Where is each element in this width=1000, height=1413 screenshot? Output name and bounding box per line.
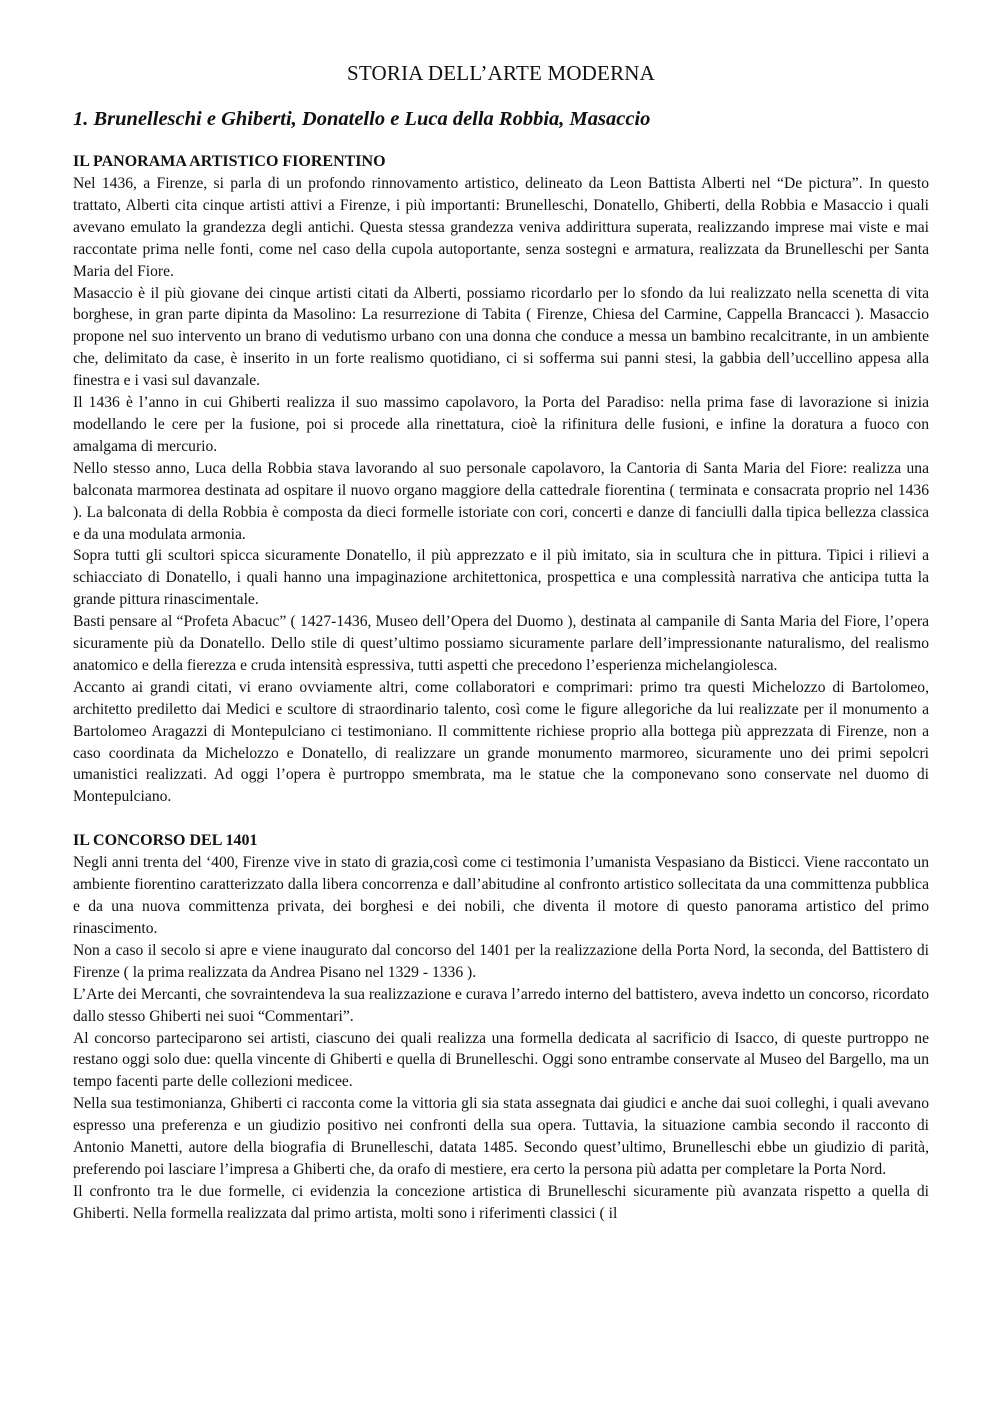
paragraph: Il confronto tra le due formelle, ci evidenzia la concezione artistica di Brunelleschi sicuramente più avanzata rispetto a quella di Ghiberti. Nella formella realizzata dal primo artista, molti sono i riferimenti classici ( il [73,1182,929,1222]
document-page [73,58,929,1247]
paragraph: Sopra tutti gli scultori spicca sicuramente Donatello, il più apprezzato e il più imitato, sia in scultura che in pittura. Tipici i rilievi a schiacciato di Donatello, i quali hanno una impaginazione architettonica, prospettica e una complessità narrativa che anticipa tutta la grande pittura rinascimentale. [73,547,929,609]
paragraph: Il 1436 è l’anno in cui Ghiberti realizza il suo massimo capolavoro, la Porta del Paradiso: nella prima fase di lavorazione si inizia modellando le cere per la fusione, poi si procede alla rinettatura, cioè la rifinitura delle fusioni, e infine la doratura a fuoco con amalgama di mercurio. [73,394,929,455]
paragraph: Nella sua testimonianza, Ghiberti ci racconta come la vittoria gli sia stata assegnata dai giudici e anche dai suoi colleghi, i quali avevano espresso una preferenza e un giudizio positivo nei confronti della sua opera. Tuttavia, la situazione cambia secondo il racconto di Antonio Manetti, autore della biografia di Brunelleschi, datata 1485. Secondo quest’ultimo, Brunelleschi ebbe un giudizio di parità, preferendo poi lasciare l’impresa a Ghiberti che, da orafo di mestiere, era certo la persona più adatta per completare la Porta Nord. [73,1095,929,1178]
paragraph: L’Arte dei Mercanti, che sovraintendeva la sua realizzazione e curava l’arredo interno del battistero, aveva indetto un concorso, ricordato dallo stesso Ghiberti nei suoi “Commentari”. [73,985,929,1025]
paragraph: Nello stesso anno, Luca della Robbia stava lavorando al suo personale capolavoro, la Cantoria di Santa Maria del Fiore: realizza una balconata marmorea destinata ad ospitare il nuovo organo maggiore della cattedrale fiorentina ( terminata e consacrata proprio nel 1436 ). La balconata di della Robbia è composta da dieci formelle istoriate con cori, concerti e danze di fanciulli dalla tipica bellezza classica e da una modulata armonia. [73,459,929,543]
paragraph: Basti pensare al “Profeta Abacuc” ( 1427-1436, Museo dell’Opera del Duomo ), destinata al campanile di Santa Maria del Fiore, l’opera sicuramente più da Donatello. Dello stile di quest’ultimo possiamo sicuramente parlare dell’impressionante naturalismo, del realismo anatomico e della fierezza e cruda intensità espressiva, tutti aspetti che precedono l’esperienza michelangiolesca. [73,613,929,674]
paragraph: Masaccio è il più giovane dei cinque artisti citati da Alberti, possiamo ricordarlo per lo sfondo da lui realizzato nella scenetta di vita borghese, in gran parte dipinta da Masolino: La resurrezione di Tabita ( Firenze, Chiesa del Carmine, Cappella Brancacci ). Masaccio propone nel suo intervento un brano di vedutismo urbano con una donna che conduce a messa un bambino recalcitrante, in un ambiente che, delimitato da case, è inserito in un forte realismo quotidiano, ci si sofferma sui panni stesi, la gabbia dell’uccellino appesa alla finestra e i vasi sul davanzale. [73,284,929,390]
paragraph: Al concorso parteciparono sei artisti, ciascuno dei quali realizza una formella dedicata al sacrificio di Isacco, di queste purtroppo ne restano oggi solo due: quella vincente di Ghiberti e quella di Brunelleschi. Oggi sono entrambe conservate al Museo del Bargello, ma un tempo facenti parte delle collezioni medicee. [73,1029,929,1091]
section-heading: IL PANORAMA ARTISTICO FIORENTINO [73,153,386,170]
section-concorso-1401 [73,830,929,1224]
paragraph: Non a caso il secolo si apre e viene inaugurato dal concorso del 1401 per la realizzazione della Porta Nord, la seconda, del Battistero di Firenze ( la prima realizzata da Andrea Pisano nel 1329 - 1336 ). [73,941,929,981]
paragraph: Negli anni trenta del ‘400, Firenze vive in stato di grazia,così come ci testimonia l’umanista Vespasiano da Bisticci. Viene raccontato un ambiente fiorentino caratterizzato dalla libera concorrenza e dall’abitudine al confronto artistico sollecitata da una committenza pubblica e da una nuova committenza privata, dei borghesi e dei nobili, che diventa il motore di questo panorama artistico del primo rinascimento. [73,854,929,937]
chapter-title: 1. Brunelleschi e Ghiberti, Donatello e Luca della Robbia, Masaccio [73,108,651,130]
paragraph: Accanto ai grandi citati, vi erano ovviamente altri, come collaboratori e comprimari: primo tra questi Michelozzo di Bartolomeo, architetto prediletto dai Medici e scultore di straordinario talento, così come le figure allegoriche da lui realizzate per il monumento a Bartolomeo Aragazzi di Montepulciano ci testimoniano. Il committente richiese proprio alla bottega più apprezzata di Firenze, non a caso coordinata da Michelozzo e Donatello, di realizzare un grande monumento marmoreo, sicuramente uno dei primi sepolcri umanistici realizzati. Ad oggi l’opera è purtroppo smembrata, ma le statue che la componevano sono conservate nel duomo di Montepulciano. [73,678,929,806]
section-heading: IL CONCORSO DEL 1401 [73,832,258,850]
paragraph: Nel 1436, a Firenze, si parla di un profondo rinnovamento artistico, delineato da Leon Battista Alberti nel “De pictura”. In questo trattato, Alberti cita cinque artisti attivi a Firenze, i più importanti: Brunelleschi, Donatello, Ghiberti, della Robbia e Masaccio i quali avevano emulato la grandezza degli antichi. Questa stessa grandezza veniva addirittura superata, realizzando imprese mai viste e mai raccontate prima nelle fonti, come nel caso della cupola autoportante, senza sostegni e armatura, realizzata da Brunelleschi per Santa Maria del Fiore. [73,175,929,280]
section-panorama-artistico [73,151,929,808]
document-title: STORIA DELL’ARTE MODERNA [346,61,656,85]
